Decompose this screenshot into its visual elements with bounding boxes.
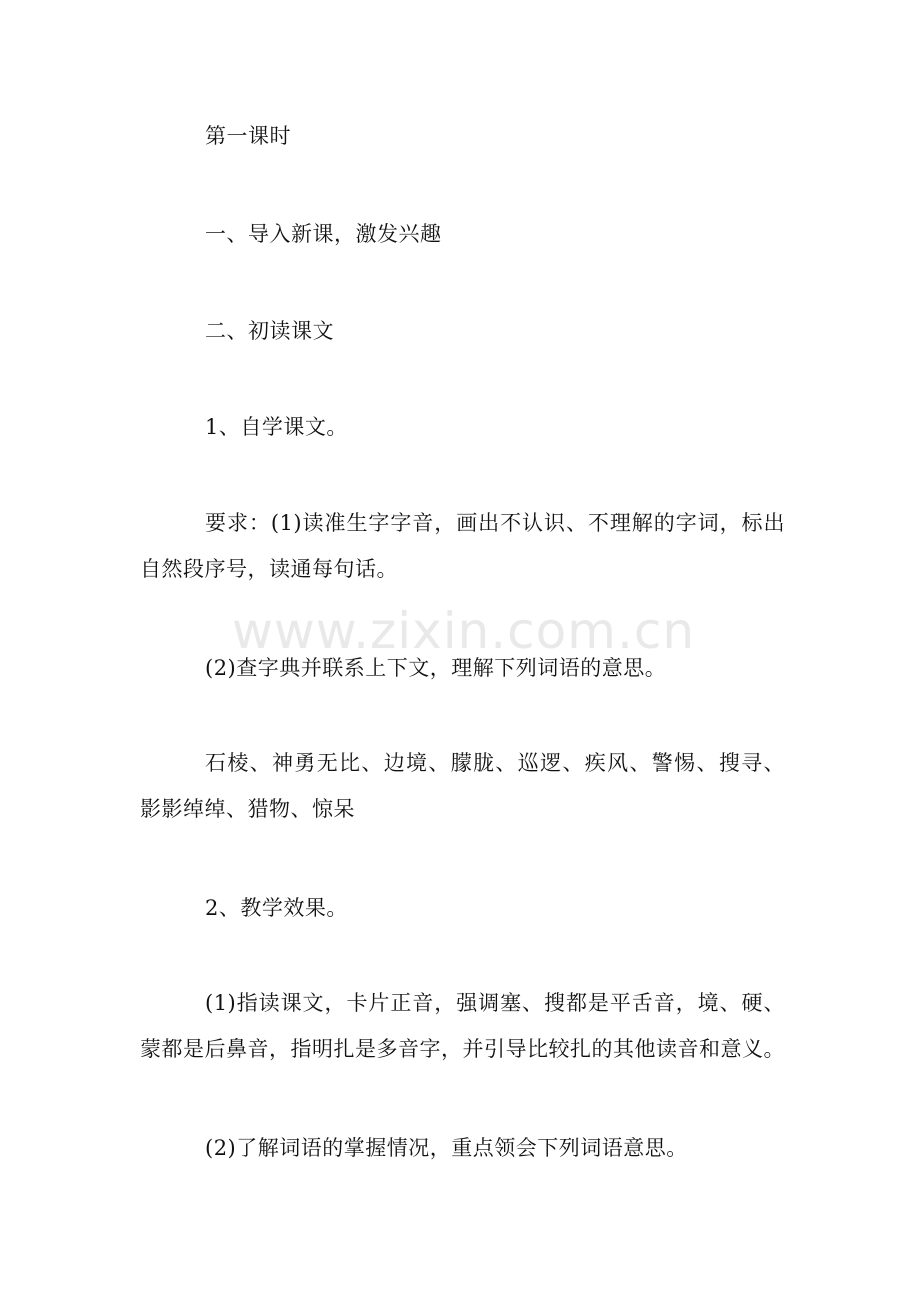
- vocabulary-paragraph: 石棱、神勇无比、边境、朦胧、巡逻、疾风、警惕、搜寻、影影绰绰、猎物、惊呆: [140, 751, 785, 821]
- section-heading-2: 二、初读课文: [205, 319, 334, 343]
- lesson-title: 第一课时: [205, 124, 291, 148]
- effect-paragraph-1: (1)指读课文，卡片正音，强调塞、搜都是平舌音，境、硬、蒙都是后鼻音，指明扎是多音字，并引导比较扎的其他读音和意义。: [140, 991, 785, 1061]
- step-heading-2: 2、教学效果。: [205, 896, 348, 920]
- section-heading-1: 一、导入新课，激发兴趣: [205, 222, 442, 246]
- requirement-paragraph: 要求：(1)读准生字字音，画出不认识、不理解的字词，标出自然段序号，读通每句话。: [140, 511, 785, 581]
- effect-paragraph-2: (2)了解词语的掌握情况，重点领会下列词语意思。: [205, 1136, 688, 1160]
- requirement-item-2: (2)查字典并联系上下文，理解下列词语的意思。: [205, 656, 667, 680]
- step-heading-1: 1、自学课文。: [205, 415, 348, 439]
- watermark: www.zixin.com.cn: [232, 602, 696, 660]
